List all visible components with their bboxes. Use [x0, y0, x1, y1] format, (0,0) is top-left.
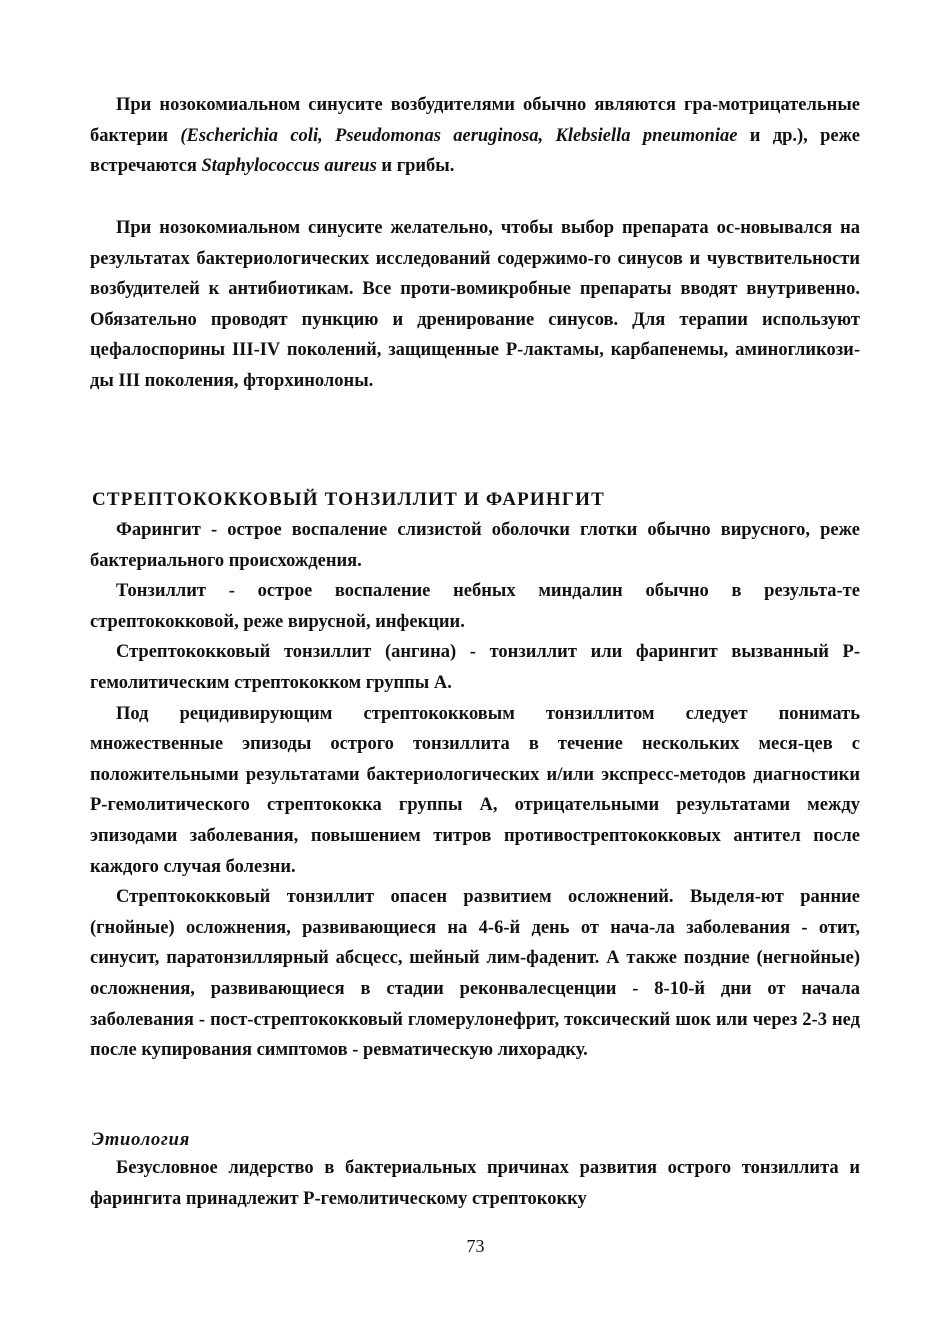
paragraph-strep-tonsillitis: Стрептококковый тонзиллит (ангина) - тонзиллит или фарингит вызванный Р-гемолитическим стрептококком группы А.	[90, 642, 860, 693]
subsection-body	[90, 1153, 860, 1214]
paragraph-tonsillitis: Тонзиллит - острое воспаление небных миндалин обычно в результа-те стрептококковой, реже вирусной, инфекции.	[90, 581, 860, 632]
page-number: 73	[466, 1236, 485, 1256]
section-heading: СТРЕПТОКОККОВЫЙ ТОНЗИЛЛИТ И ФАРИНГИТ	[92, 489, 606, 510]
paragraph-text: При нозокомиальном синусите желательно, чтобы выбор препарата ос-новывался на результатах бактериологических исследований содержимо-го синусов и чувствительности возбудителей к антибиотикам. Все проти-вомикробные препараты вводят внутривенно. Обязательно проводят пункцию и дренирование синусов. Для терапии используют цефалоспорины III-IV поколений, защищенные Р-лактамы, карбапенемы, аминогликози-ды III поколения, фторхинолоны.	[90, 218, 860, 391]
paragraph-recurrent-tonsillitis: Под рецидивирующим стрептококковым тонзиллитом следует понимать множественные эпизоды острого тонзиллита в течение нескольких меся-цев с положительными результатами бактериологических и/или экспресс-методов диагностики Р-гемолитического стрептококка группы А, отрицательными результатами между эпизодами заболевания, повышением титров противострептококковых антител после каждого случая болезни.	[90, 703, 860, 877]
paragraph-pharyngitis: Фарингит - острое воспаление слизистой оболочки глотки обычно вирусного, реже бактериального происхождения.	[90, 520, 860, 571]
subsection-heading-etiology: Этиология	[92, 1130, 191, 1150]
paragraph-nosocomial-treatment	[90, 213, 860, 397]
paragraph-complications: Стрептококковый тонзиллит опасен развитием осложнений. Выделя-ют ранние (гнойные) осложнения, развивающиеся на 4-6-й день от нача-ла заболевания - отит, синусит, паратонзиллярный абсцесс, шейный лим-фаденит. А также поздние (негнойные) осложнения, развивающиеся в стадии реконвалесценции - 8-10-й дни от начала заболевания - пост-стрептококковый гломерулонефрит, токсический шок или через 2-3 нед после купирования симптомов - ревматическую лихорадку.	[90, 887, 860, 1061]
section-body	[90, 515, 860, 1066]
paragraph-text: При нозокомиальном синусите возбудителями обычно являются гра-мотрицательные бактерии (Escherichia coli, Pseudomonas aeruginosa, Klebsiella pneumoniae и др.), реже встречаются Staphylococcus aureus и грибы.	[90, 95, 860, 177]
paragraph-nosocomial-pathogens	[90, 90, 860, 182]
paragraph-etiology: Безусловное лидерство в бактериальных причинах развития острого тонзиллита и фарингита принадлежит Р-гемолитическому стрептококку	[90, 1158, 860, 1209]
